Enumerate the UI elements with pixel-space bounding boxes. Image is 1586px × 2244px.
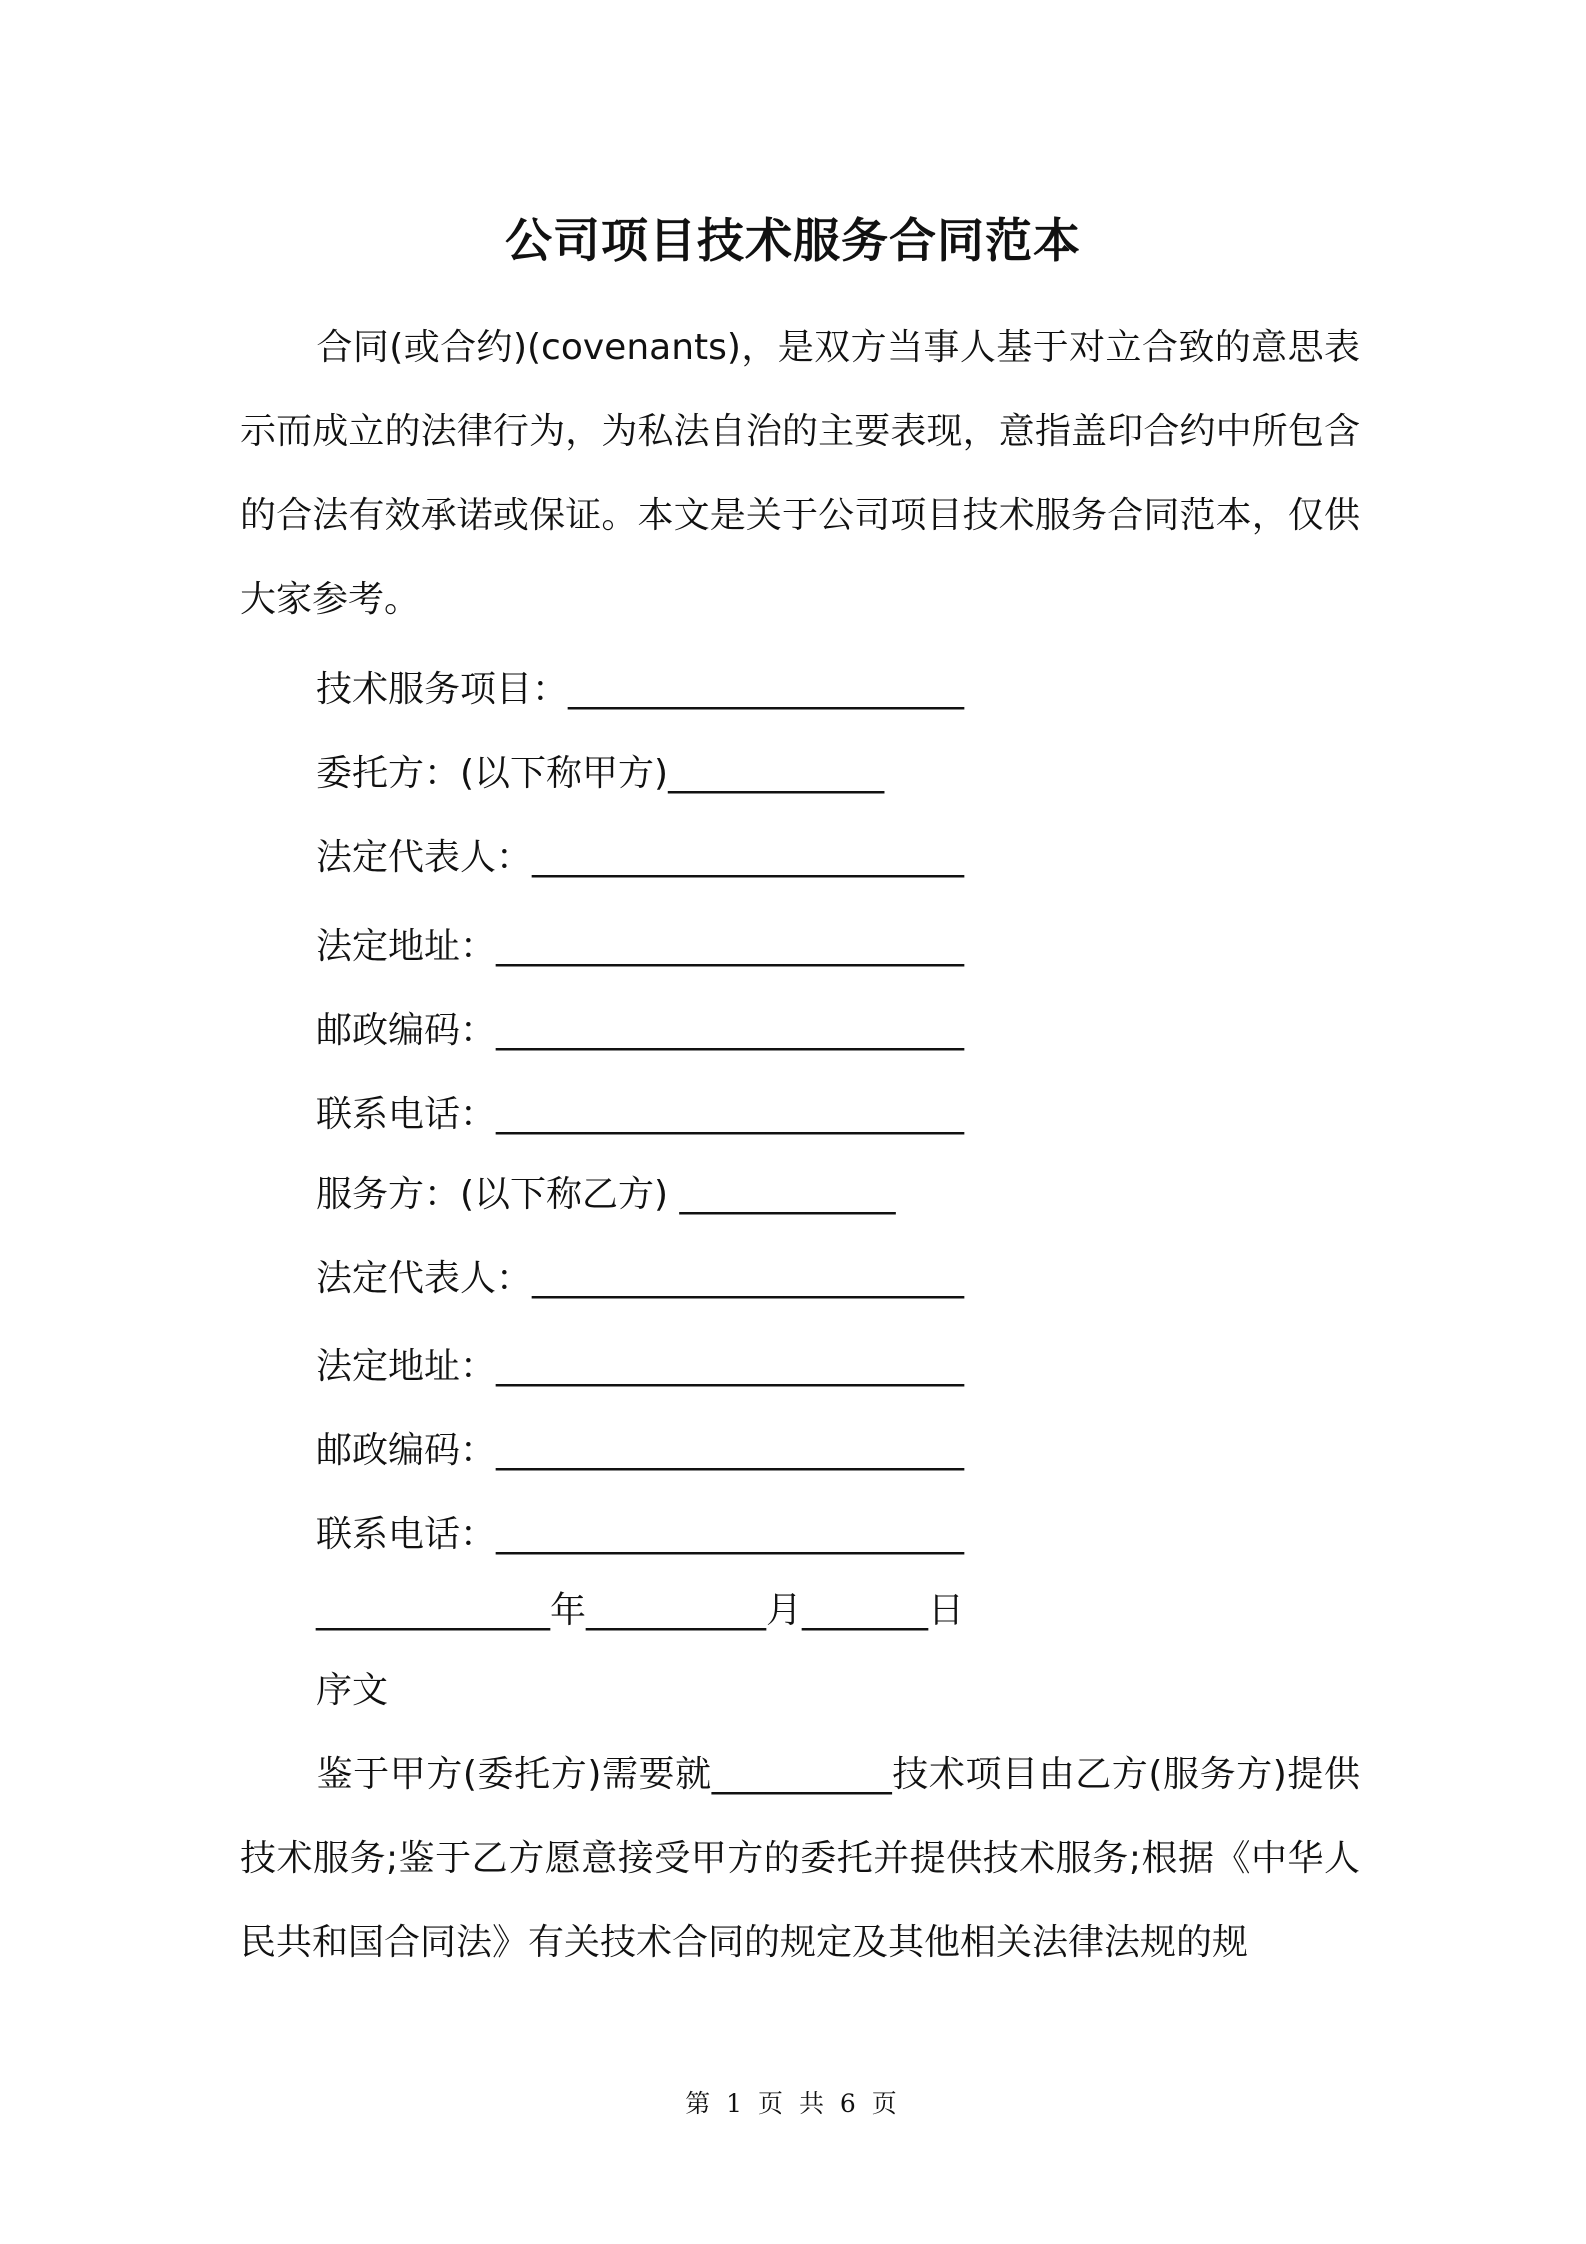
page-number-footer: 第 1 页 共 6 页 <box>685 2089 901 2118</box>
field-client-representative: 法定代表人：________________________ <box>316 837 965 878</box>
field-service-project: 技术服务项目：______________________ <box>316 669 965 710</box>
field-client: 委托方：(以下称甲方)____________ <box>316 753 885 794</box>
preface-paragraph <box>240 1733 1360 1985</box>
field-provider-address: 法定地址：__________________________ <box>316 1346 965 1387</box>
field-client-phone: 联系电话：__________________________ <box>316 1094 965 1135</box>
field-provider-postcode: 邮政编码：__________________________ <box>316 1430 965 1471</box>
intro-text: 合同(或合约)(covenants)，是双方当事人基于对立合致的意思表示而成立的法律行为，为私法自治的主要表现，意指盖印合约中所包含的合法有效承诺或保证。本文是关于公司项目技术服务合同范本，仅供大家参考。 <box>240 327 1360 620</box>
preface-text: 鉴于甲方(委托方)需要就__________技术项目由乙方(服务方)提供技术服务;鉴于乙方愿意接受甲方的委托并提供技术服务;根据《中华人民共和国合同法》有关技术合同的规定及其他相关法律法规的规 <box>240 1754 1360 1963</box>
preface-heading: 序文 <box>316 1670 389 1711</box>
document-title: 公司项目技术服务合同范本 <box>505 214 1081 269</box>
field-provider: 服务方：(以下称乙方) ____________ <box>316 1174 896 1215</box>
field-provider-phone: 联系电话：__________________________ <box>316 1514 965 1555</box>
field-client-address: 法定地址：__________________________ <box>316 926 965 967</box>
field-provider-representative: 法定代表人：________________________ <box>316 1258 965 1299</box>
intro-paragraph <box>240 306 1360 642</box>
field-client-postcode: 邮政编码：__________________________ <box>316 1010 965 1051</box>
field-date: _____________年__________月_______日 <box>316 1590 964 1631</box>
